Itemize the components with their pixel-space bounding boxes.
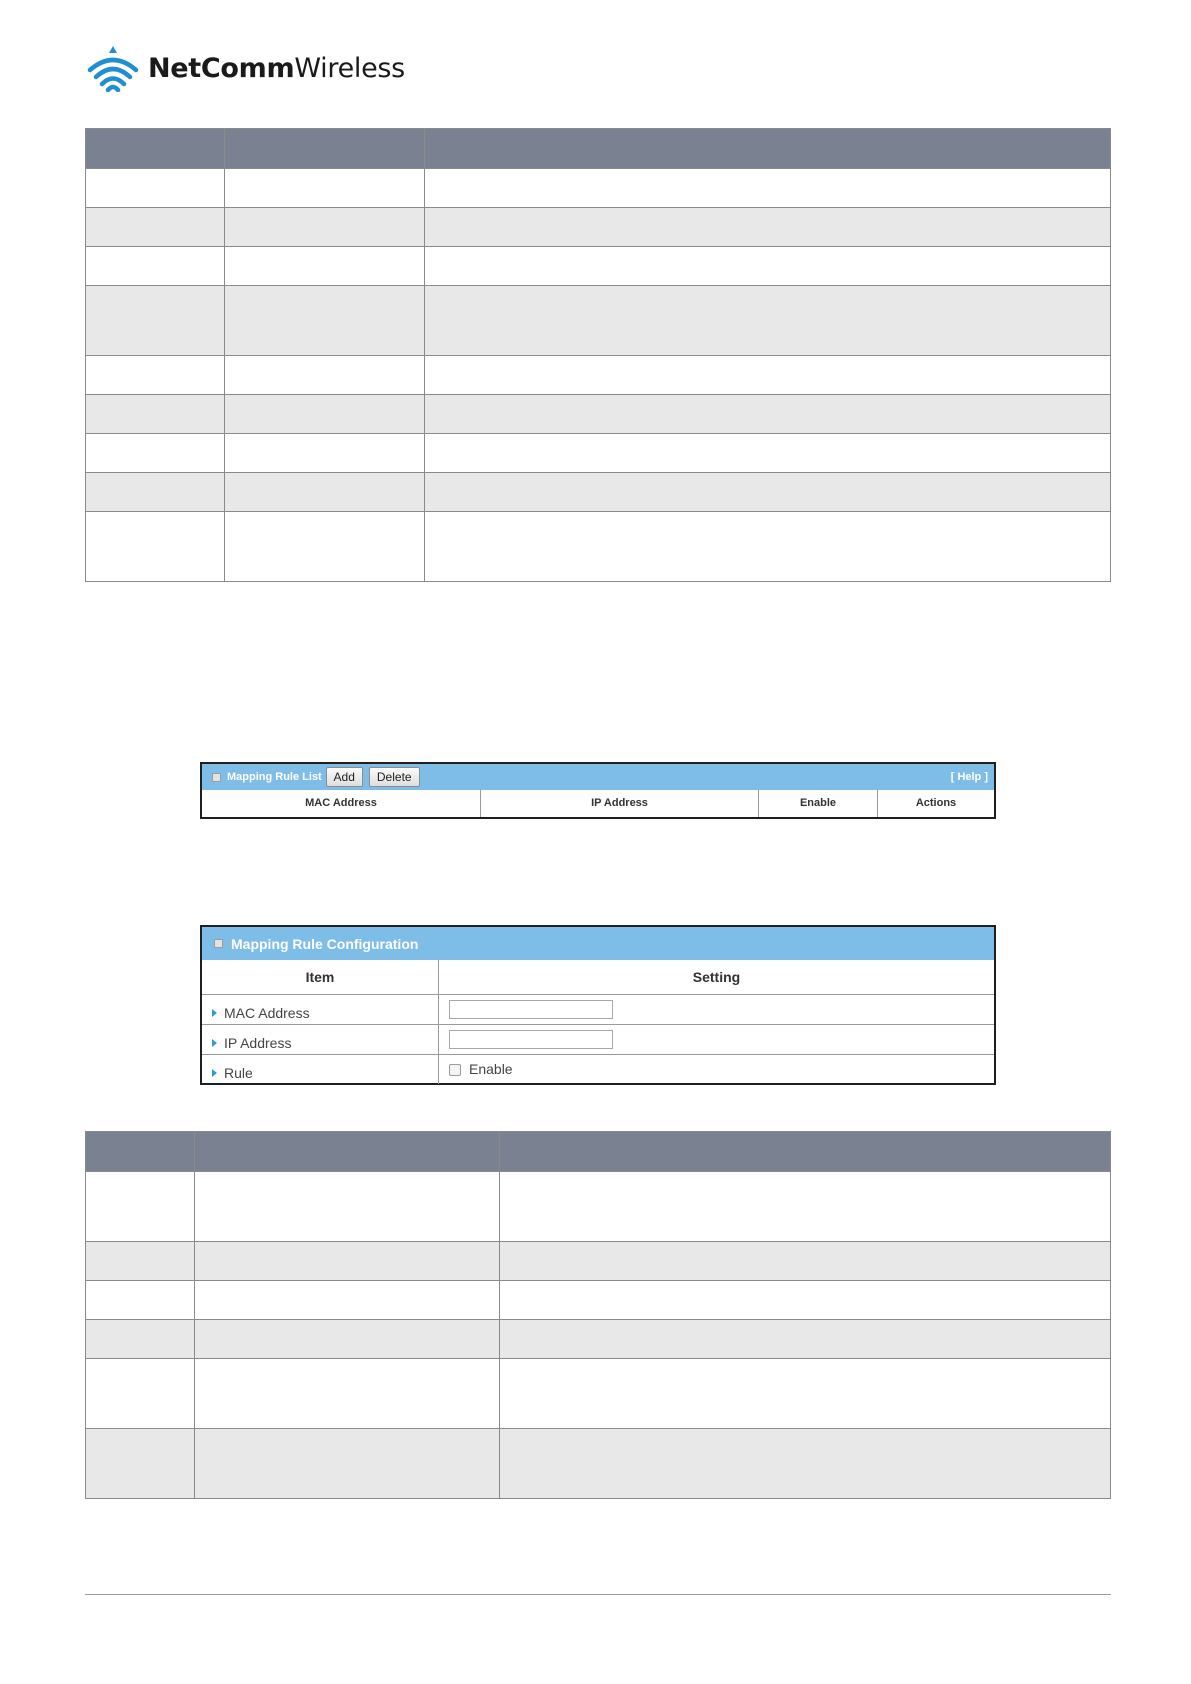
column-item: Item — [202, 960, 439, 994]
footer-divider — [85, 1594, 1111, 1595]
table-row — [86, 1320, 1111, 1359]
enable-checkbox[interactable] — [449, 1064, 461, 1076]
table-row — [86, 286, 1111, 356]
column-actions: Actions — [915, 797, 957, 809]
table-row — [86, 395, 1111, 434]
row-arrow-icon — [212, 1069, 217, 1077]
rule-setting-cell — [439, 1055, 994, 1084]
help-link[interactable]: [ Help ] — [950, 771, 988, 783]
table-row — [86, 169, 1111, 208]
add-button[interactable]: Add — [326, 767, 363, 787]
mapping-rule-list-title: Mapping Rule List — [227, 771, 322, 783]
row-arrow-icon — [212, 1009, 217, 1017]
brand-light: Wireless — [294, 52, 405, 84]
configuration-column-headers — [202, 960, 994, 994]
top-settings-table — [85, 128, 1111, 582]
mac-address-setting-cell — [439, 995, 994, 1024]
mapping-rule-list-columns — [202, 790, 994, 817]
table-row — [86, 247, 1111, 286]
mac-address-input[interactable] — [449, 1000, 613, 1019]
bottom-settings-table — [85, 1131, 1111, 1499]
table-row — [86, 512, 1111, 582]
brand-bold: NetComm — [148, 52, 295, 84]
mac-address-label-cell — [202, 995, 439, 1024]
table-header-row — [86, 129, 1111, 169]
wifi-logo-icon — [86, 44, 140, 92]
brand-wordmark — [148, 53, 405, 84]
table-row — [86, 1281, 1111, 1320]
netcomm-logo — [86, 44, 405, 92]
table-row — [86, 356, 1111, 395]
delete-button[interactable]: Delete — [369, 767, 420, 787]
config-row-ip — [202, 1024, 994, 1054]
mapping-rule-configuration-title: Mapping Rule Configuration — [231, 935, 419, 952]
column-ip-address: IP Address — [481, 790, 759, 817]
table-row — [86, 434, 1111, 473]
rule-label-cell — [202, 1055, 439, 1084]
column-mac-address: MAC Address — [202, 790, 481, 817]
config-row-mac — [202, 994, 994, 1024]
ip-address-input[interactable] — [449, 1030, 613, 1049]
mapping-rule-configuration-header — [202, 927, 994, 960]
table-row — [86, 1172, 1111, 1242]
mapping-rule-configuration-panel — [200, 925, 996, 1085]
mapping-rule-list-panel — [200, 762, 996, 819]
mac-address-label: MAC Address — [224, 1005, 310, 1021]
table-row — [86, 473, 1111, 512]
panel-bullet-icon — [212, 773, 221, 782]
ip-address-setting-cell — [439, 1025, 994, 1054]
ip-address-label-cell — [202, 1025, 439, 1054]
column-enable: Enable — [759, 790, 878, 817]
table-row — [86, 208, 1111, 247]
rule-label: Rule — [224, 1065, 253, 1081]
panel-bullet-icon — [214, 939, 223, 948]
row-arrow-icon — [212, 1039, 217, 1047]
ip-address-label: IP Address — [224, 1035, 292, 1051]
table-row — [86, 1429, 1111, 1499]
enable-label: Enable — [469, 1061, 513, 1077]
config-row-rule — [202, 1054, 994, 1084]
table-row — [86, 1242, 1111, 1281]
mapping-rule-list-header — [202, 764, 994, 790]
table-row — [86, 1359, 1111, 1429]
table-header-row — [86, 1132, 1111, 1172]
column-setting: Setting — [692, 969, 741, 985]
